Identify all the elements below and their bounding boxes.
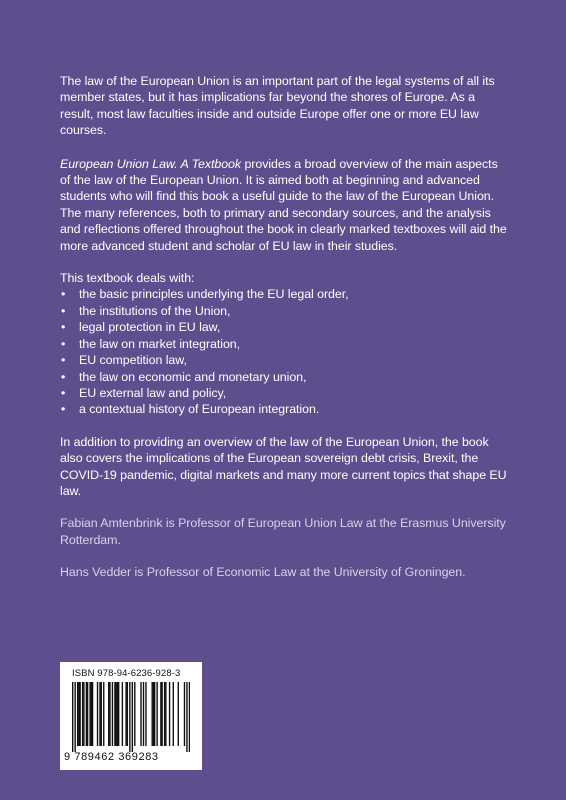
barcode-bar: [87, 682, 88, 746]
isbn-barcode: [60, 662, 202, 770]
author-bio-vedder: Hans Vedder is Professor of Economic Law at the University of Groningen.: [60, 565, 466, 580]
barcode-bar: [122, 682, 123, 746]
topics-list: [60, 286, 510, 417]
barcode-bar: [117, 682, 118, 746]
barcode-bar: [127, 682, 128, 746]
barcode-bar: [145, 682, 146, 746]
barcode-bar: [103, 682, 104, 746]
barcode-bar: [161, 682, 162, 746]
barcode-digits: 9 789462 369283: [64, 751, 159, 763]
barcode-bar: [154, 682, 155, 746]
barcode-bar: [74, 682, 75, 752]
barcode-bar: [114, 682, 115, 746]
barcode-bar: [173, 682, 174, 746]
barcode-bar: [97, 682, 98, 746]
list-item: • the basic principles underlying the EU legal order,: [60, 286, 510, 302]
addition-paragraph: In addition to providing an overview of the law of the European Union, the book also covers the implications of the European sovereign debt crisis, Brexit, the COVID-19 pandemic, digital markets and many more current topics that shape EU law.: [60, 434, 507, 498]
barcode-bar: [164, 682, 165, 746]
barcode-bar: [89, 682, 90, 746]
barcode-bar: [143, 682, 144, 746]
barcode-bar: [160, 682, 161, 746]
barcode-bar: [189, 682, 190, 752]
intro-paragraph: The law of the European Union is an important part of the legal systems of all its member states, but it has implications far beyond the shores of Europe. As a result, most law faculties inside and outside Europe offer one or more EU law courses.: [60, 74, 495, 138]
list-item: • the law on market integration,: [60, 336, 510, 352]
barcode-bar: [140, 682, 141, 746]
barcode-bar: [108, 682, 109, 746]
barcode-bar: [77, 682, 78, 746]
barcode-bar: [151, 682, 152, 746]
barcode-bar: [91, 682, 92, 746]
book-title: European Union Law. A Textbook: [60, 156, 242, 171]
overview-text: provides a broad overview of the main aspects of the law of the European Union. It is aimed both at beginning and advanced students who will find this book a useful guide to the law of the European Union. The many references, both to primary and secondary sources, and the analysis and reflections offered throughout the book in clearly marked textboxes will aid the more advanced student and scholar of EU law in their studies.: [60, 156, 507, 253]
isbn-label: ISBN 978-94-6236-928-3: [72, 668, 181, 679]
barcode-bar: [118, 682, 119, 746]
overview-paragraph: [60, 156, 510, 254]
list-item: • legal protection in EU law,: [60, 319, 510, 335]
barcode-bars: [72, 682, 190, 752]
barcode-bar: [156, 682, 157, 746]
barcode-bar: [92, 682, 93, 746]
list-item: • EU competition law,: [60, 352, 510, 368]
author-bio-amtenbrink: Fabian Amtenbrink is Professor of European Union Law at the Erasmus University Rotterdam.: [60, 516, 506, 547]
barcode-bar: [101, 682, 102, 746]
list-item: • the institutions of the Union,: [60, 303, 510, 319]
barcode-bar: [86, 682, 87, 746]
barcode-bar: [186, 682, 187, 752]
barcode-bar: [83, 682, 84, 746]
barcode-bar: [79, 682, 80, 746]
list-item: • a contextual history of European integration.: [60, 401, 510, 417]
barcode-bar: [165, 682, 166, 746]
barcode-bar: [134, 682, 135, 746]
topics-lead: This textbook deals with:: [60, 271, 195, 286]
barcode-bar: [99, 682, 100, 746]
barcode-bar: [169, 682, 170, 746]
barcode-bar: [153, 682, 154, 746]
back-cover-text: [60, 73, 510, 597]
list-item: • the law on economic and monetary union,: [60, 369, 510, 385]
barcode-bar: [125, 682, 126, 746]
barcode-bar: [112, 682, 113, 746]
barcode-bar: [115, 682, 116, 746]
barcode-bar: [184, 682, 185, 746]
barcode-bar: [109, 682, 110, 746]
barcode-bar: [72, 682, 73, 752]
list-item: • EU external law and policy,: [60, 385, 510, 401]
barcode-bar: [129, 682, 130, 752]
barcode-bar: [82, 682, 83, 746]
barcode-bar: [132, 682, 133, 752]
barcode-bar: [178, 682, 179, 746]
barcode-bar: [78, 682, 79, 746]
